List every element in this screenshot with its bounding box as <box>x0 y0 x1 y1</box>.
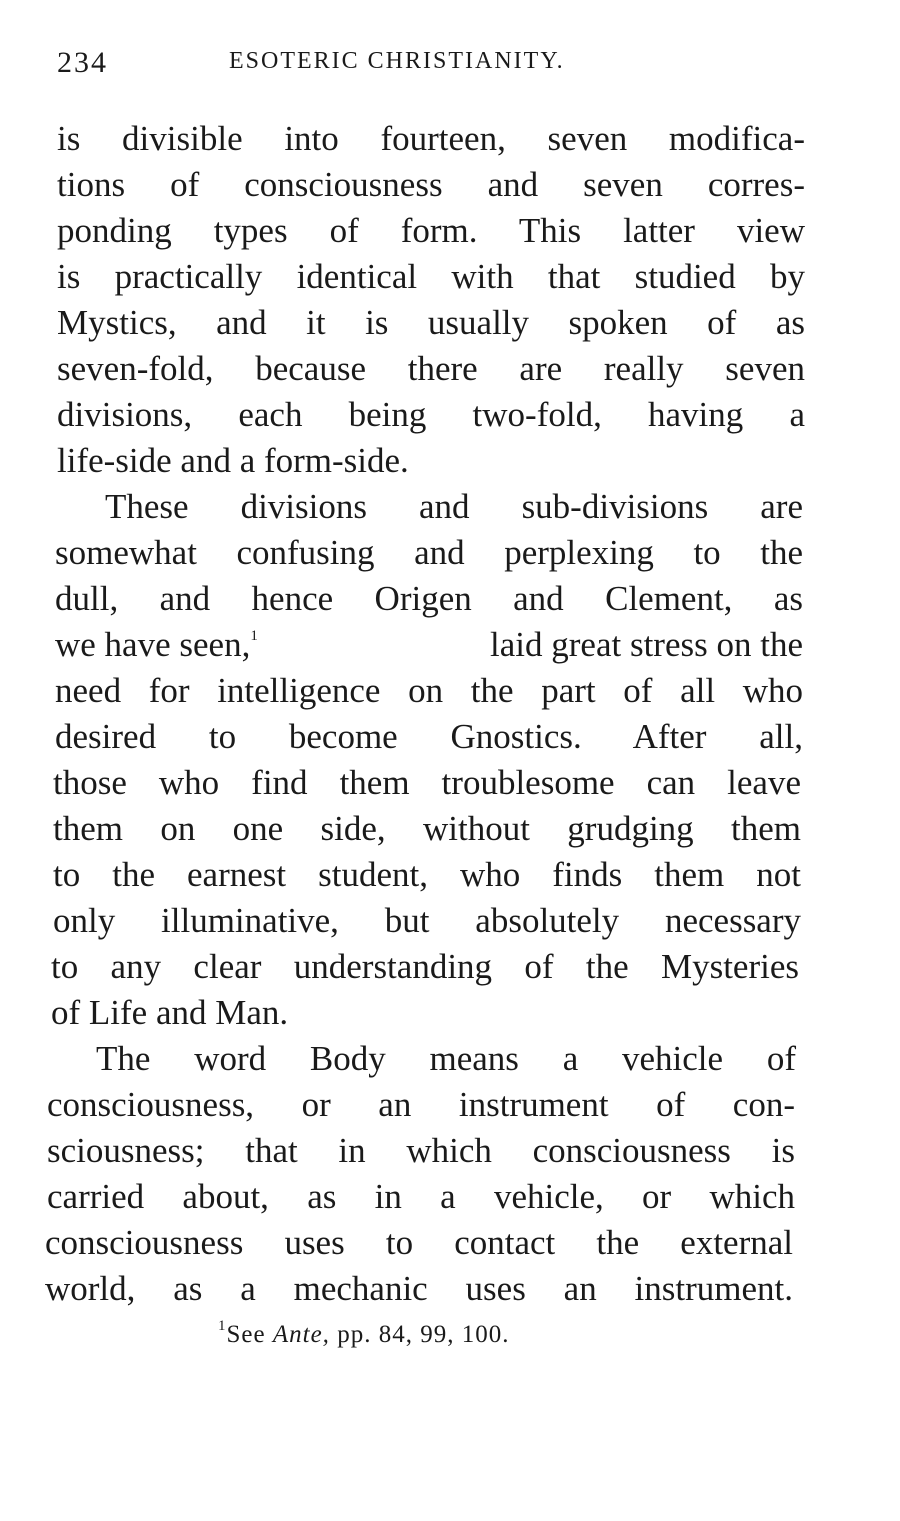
text-fragment: laid great stress on the <box>490 625 803 664</box>
text-line-with-footnote-ref <box>55 622 803 668</box>
text-line: dull, and hence Origen and Clement, as <box>55 579 803 618</box>
text-line: consciousness uses to contact the external <box>45 1223 793 1262</box>
text-line: These divisions and sub-divisions are <box>105 487 803 526</box>
text-line: to the earnest student, who finds them not <box>53 855 801 894</box>
text-line: to any clear understanding of the Mysteries <box>51 947 799 986</box>
page-header <box>57 40 817 80</box>
text-line: only illuminative, but absolutely necessary <box>53 901 801 940</box>
text-line: divisions, each being two-fold, having a <box>57 395 805 434</box>
footnote-pages: pp. 84, 99, 100. <box>337 1321 510 1348</box>
footnote <box>218 1318 509 1349</box>
text-line: is practically identical with that studied by <box>57 257 805 296</box>
footnote-ref-title: Ante, <box>272 1321 330 1348</box>
footnote-reference[interactable]: 1 <box>250 628 258 644</box>
text-line: them on one side, without grudging them <box>53 809 801 848</box>
text-line: consciousness, or an instrument of con- <box>47 1085 795 1124</box>
text-fragment: we have seen, <box>55 625 251 664</box>
page-number: 234 <box>57 46 108 79</box>
text-line: carried about, as in a vehicle, or which <box>47 1177 795 1216</box>
text-line: need for intelligence on the part of all who <box>55 671 803 710</box>
text-line: sciousness; that in which consciousness is <box>47 1131 795 1170</box>
text-line: The word Body means a vehicle of <box>96 1039 796 1078</box>
text-line: is divisible into fourteen, seven modifica- <box>57 119 805 158</box>
text-line: somewhat confusing and perplexing to the <box>55 533 803 572</box>
text-line: tions of consciousness and seven corres- <box>57 165 805 204</box>
text-line: ponding types of form. This latter view <box>57 211 805 250</box>
text-line: world, as a mechanic uses an instrument. <box>45 1269 793 1308</box>
footnote-mark: 1 <box>218 1318 227 1334</box>
footnote-see: See <box>226 1321 266 1348</box>
text-line: life-side and a form-side. <box>57 441 409 480</box>
text-line: desired to become Gnostics. After all, <box>55 717 803 756</box>
text-line: of Life and Man. <box>51 993 289 1032</box>
text-line: seven-fold, because there are really seven <box>57 349 805 388</box>
running-title: ESOTERIC CHRISTIANITY. <box>229 48 565 74</box>
text-line: those who find them troublesome can leave <box>53 763 801 802</box>
text-line: Mystics, and it is usually spoken of as <box>57 303 805 342</box>
